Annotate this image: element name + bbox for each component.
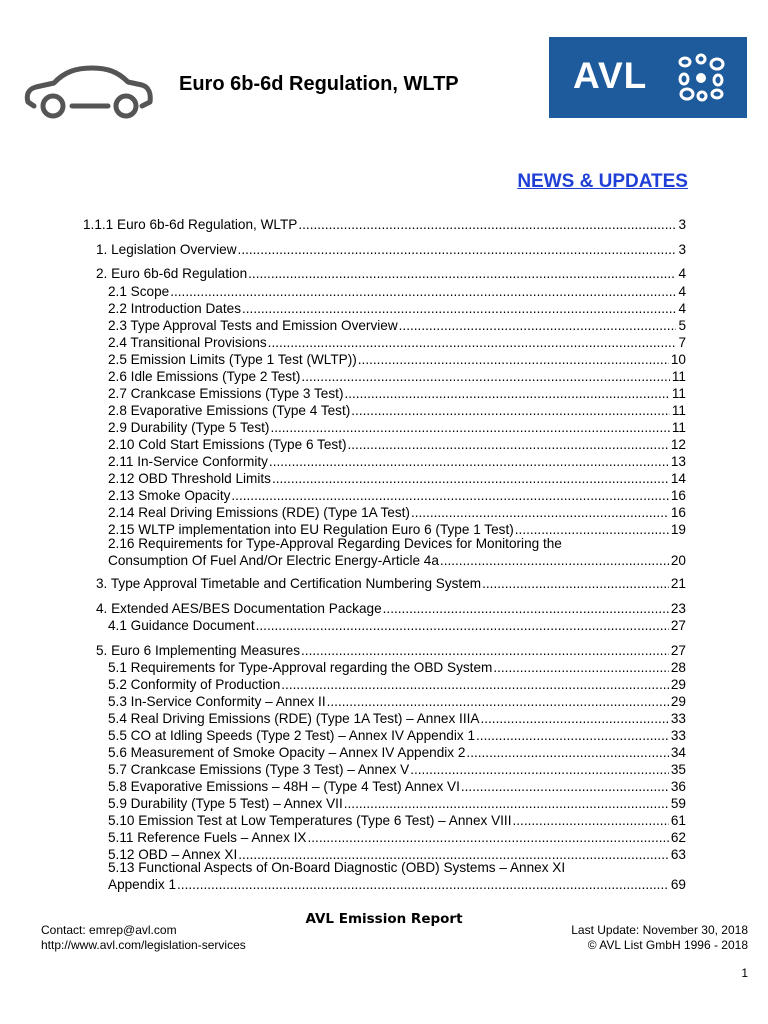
toc-entry[interactable] (108, 859, 686, 893)
toc-entry[interactable] (108, 334, 686, 351)
toc-entry-page: 7 (678, 335, 686, 350)
toc-entry[interactable] (108, 778, 686, 795)
toc-entry-page: 27 (670, 618, 686, 633)
toc-entry-page: 11 (671, 386, 686, 401)
toc-leader-dots (298, 216, 676, 233)
toc-entry[interactable] (108, 829, 686, 846)
toc-entry-page: 3 (678, 217, 686, 232)
toc-entry[interactable] (108, 368, 686, 385)
toc-leader-dots (308, 829, 669, 846)
avl-emblem-icon (675, 53, 727, 103)
toc-leader-dots (410, 761, 669, 778)
toc-leader-dots (482, 575, 669, 592)
toc-leader-dots (301, 642, 669, 659)
toc-entry-page: 19 (670, 522, 686, 537)
toc-entry[interactable] (108, 487, 686, 504)
toc-entry-page: 36 (670, 779, 686, 794)
toc-entry-page: 29 (670, 677, 686, 692)
toc-entry-label: 4.1 Guidance Document (108, 618, 255, 633)
report-title: AVL Emission Report (305, 911, 463, 927)
toc-entry-page: 4 (678, 284, 686, 299)
toc-leader-dots (344, 385, 669, 402)
toc-entry-page: 4 (678, 266, 686, 281)
toc-entry[interactable] (108, 385, 686, 402)
toc-leader-dots (281, 676, 669, 693)
toc-entry-label: 2.3 Type Approval Tests and Emission Overview (108, 318, 398, 333)
toc-entry-page: 69 (670, 877, 686, 892)
toc-leader-dots (170, 283, 676, 300)
toc-entry[interactable] (108, 710, 686, 727)
toc-entry-page: 62 (670, 830, 686, 845)
toc-entry[interactable] (108, 659, 686, 676)
toc-entry-label: 2.8 Evaporative Emissions (Type 4 Test) (108, 403, 351, 418)
toc-leader-dots (476, 727, 669, 744)
toc-entry-page: 59 (670, 796, 686, 811)
toc-entry-page: 35 (670, 762, 686, 777)
toc-entry-label: 2.9 Durability (Type 5 Test) (108, 420, 270, 435)
toc-entry-label: 1. Legislation Overview (96, 242, 237, 257)
toc-entry-label: 2.13 Smoke Opacity (108, 488, 231, 503)
toc-leader-dots (411, 504, 669, 521)
toc-entry-label: 2. Euro 6b-6d Regulation (96, 266, 248, 281)
footer-update (571, 923, 748, 953)
toc-entry-label: 2.15 WLTP implementation into EU Regulation Euro 6 (Type 1 Test) (108, 522, 514, 537)
toc-entry-label: 2.4 Transitional Provisions (108, 335, 267, 350)
toc-entry-page: 34 (670, 745, 686, 760)
toc-entry-label: 5.7 Crankcase Emissions (Type 3 Test) – Annex V (108, 762, 410, 777)
toc-entry-page: 33 (670, 711, 686, 726)
toc-entry-label: 5.11 Reference Fuels – Annex IX (108, 830, 307, 845)
toc-entry-label: 5.2 Conformity of Production (108, 677, 281, 692)
toc-entry-label: 2.10 Cold Start Emissions (Type 6 Test) (108, 437, 347, 452)
toc-entry-label: 2.11 In-Service Conformity (108, 454, 268, 469)
last-update: Last Update: November 30, 2018 (571, 923, 748, 937)
toc-entry-label: 2.7 Crankcase Emissions (Type 3 Test) (108, 386, 344, 401)
toc-leader-dots (268, 334, 677, 351)
avl-logo (549, 37, 747, 118)
news-updates-link[interactable]: NEWS & UPDATES (517, 171, 688, 192)
toc-leader-dots (269, 453, 669, 470)
toc-entry-page: 10 (670, 352, 686, 367)
toc-entry[interactable] (108, 317, 686, 334)
toc-leader-dots (256, 617, 669, 634)
toc-entry-label: 5. Euro 6 Implementing Measures (96, 643, 301, 658)
toc-entry-page: 11 (671, 420, 686, 435)
toc-entry[interactable] (83, 216, 686, 233)
toc-entry[interactable] (108, 812, 686, 829)
toc-entry[interactable] (108, 504, 686, 521)
toc-entry-label: 2.14 Real Driving Emissions (RDE) (Type 1A Test) (108, 505, 410, 520)
toc-entry-label: 5.1 Requirements for Type-Approval regarding the OBD System (108, 660, 493, 675)
toc-entry[interactable] (108, 402, 686, 419)
toc-entry-page: 13 (670, 454, 686, 469)
toc-entry[interactable] (108, 744, 686, 761)
toc-entry-label: 5.3 In-Service Conformity – Annex II (108, 694, 326, 709)
toc-entry-label: 2.12 OBD Threshold Limits (108, 471, 271, 486)
toc-entry-label: 1.1.1 Euro 6b-6d Regulation, WLTP (83, 217, 298, 232)
toc-entry-page: 21 (670, 576, 686, 591)
toc-entry-page: 61 (670, 813, 686, 828)
toc-leader-dots (238, 241, 677, 258)
toc-leader-dots (351, 402, 670, 419)
toc-entry-page: 4 (678, 301, 686, 316)
toc-entry-page: 12 (670, 437, 686, 452)
toc-leader-dots (399, 317, 677, 334)
toc-leader-dots (272, 470, 669, 487)
toc-entry-page: 14 (670, 471, 686, 486)
contact-email[interactable]: Contact: emrep@avl.com (41, 923, 177, 937)
toc-entry[interactable] (108, 436, 686, 453)
toc-entry[interactable] (96, 265, 686, 282)
toc-entry[interactable] (108, 453, 686, 470)
toc-leader-dots (383, 600, 669, 617)
toc-leader-dots (461, 778, 669, 795)
toc-entry-page: 33 (670, 728, 686, 743)
toc-leader-dots (348, 436, 669, 453)
toc-entry[interactable] (108, 535, 686, 569)
toc-leader-dots (480, 710, 668, 727)
toc-entry-label: 2.6 Idle Emissions (Type 2 Test) (108, 369, 301, 384)
toc-leader-dots (358, 351, 669, 368)
toc-entry[interactable] (108, 617, 686, 634)
toc-entry[interactable] (96, 600, 686, 617)
toc-entry-page: 11 (671, 403, 686, 418)
toc-entry[interactable] (108, 727, 686, 744)
toc-entry-label: 5.9 Durability (Type 5 Test) – Annex VII (108, 796, 343, 811)
toc-entry-page: 11 (671, 369, 686, 384)
toc-entry[interactable] (96, 642, 686, 659)
toc-entry-label: 2.1 Scope (108, 284, 170, 299)
toc-entry-label: 5.4 Real Driving Emissions (RDE) (Type 1A Test) – Annex IIIA (108, 711, 480, 726)
toc-entry-page: 27 (670, 643, 686, 658)
toc-leader-dots (440, 552, 669, 569)
toc-entry[interactable] (96, 241, 686, 258)
toc-entry[interactable] (96, 575, 686, 592)
toc-entry-label: 5.12 OBD – Annex XI (108, 847, 238, 862)
toc-leader-dots (466, 744, 668, 761)
toc-entry-label: 4. Extended AES/BES Documentation Package (96, 601, 382, 616)
toc-entry-label-line1: 5.13 Functional Aspects of On-Board Diagnostic (OBD) Systems – Annex XI (108, 860, 566, 875)
toc-entry[interactable] (108, 283, 686, 300)
toc-leader-dots (344, 795, 669, 812)
toc-leader-dots (270, 419, 669, 436)
toc-entry[interactable] (108, 795, 686, 812)
toc-entry[interactable] (108, 470, 686, 487)
toc-entry[interactable] (108, 676, 686, 693)
toc-entry-label: 3. Type Approval Timetable and Certification Numbering System (96, 576, 482, 591)
toc-leader-dots (327, 693, 669, 710)
toc-entry[interactable] (108, 693, 686, 710)
toc-entry-page: 29 (670, 694, 686, 709)
toc-entry-label: 5.5 CO at Idling Speeds (Type 2 Test) – Annex IV Appendix 1 (108, 728, 476, 743)
toc-leader-dots (242, 300, 676, 317)
toc-entry-label: 5.10 Emission Test at Low Temperatures (Type 6 Test) – Annex VIII (108, 813, 512, 828)
toc-leader-dots (493, 659, 669, 676)
toc-entry[interactable] (108, 761, 686, 778)
toc-leader-dots (231, 487, 668, 504)
toc-entry-label: 2.2 Introduction Dates (108, 301, 241, 316)
toc-entry-page: 20 (670, 553, 686, 568)
copyright: © AVL List GmbH 1996 - 2018 (587, 938, 748, 952)
toc-entry-page: 3 (678, 242, 686, 257)
toc-entry[interactable] (108, 351, 686, 368)
footer-contact (41, 923, 246, 953)
logo-text: AVL (573, 55, 648, 96)
toc-leader-dots (301, 368, 669, 385)
toc-leader-dots (177, 876, 669, 893)
toc-entry-label-line1: 2.16 Requirements for Type-Approval Regarding Devices for Monitoring the (108, 536, 562, 551)
page-title: Euro 6b-6d Regulation, WLTP (179, 73, 459, 95)
legislation-url[interactable]: http://www.avl.com/legislation-services (41, 938, 246, 952)
toc-entry-label: 5.8 Evaporative Emissions – 48H – (Type 4 Test) Annex VI (108, 779, 460, 794)
toc-entry-label: 5.6 Measurement of Smoke Opacity – Annex IV Appendix 2 (108, 745, 466, 760)
car-outline-icon (22, 62, 154, 120)
toc-entry-page: 5 (678, 318, 686, 333)
toc-entry-page: 28 (670, 660, 686, 675)
toc-entry[interactable] (108, 300, 686, 317)
toc-entry-page: 63 (670, 847, 686, 862)
toc-leader-dots (513, 812, 669, 829)
toc-entry-label: 2.5 Emission Limits (Type 1 Test (WLTP)) (108, 352, 357, 367)
toc-entry-page: 16 (670, 488, 686, 503)
toc-entry[interactable] (108, 419, 686, 436)
toc-entry-page: 16 (670, 505, 686, 520)
toc-entry-page: 23 (670, 601, 686, 616)
toc-entry-label: Appendix 1 (108, 877, 177, 892)
toc-leader-dots (248, 265, 676, 282)
toc-entry-label: Consumption Of Fuel And/Or Electric Energy-Article 4a (108, 553, 439, 568)
page-number: 1 (741, 966, 748, 980)
